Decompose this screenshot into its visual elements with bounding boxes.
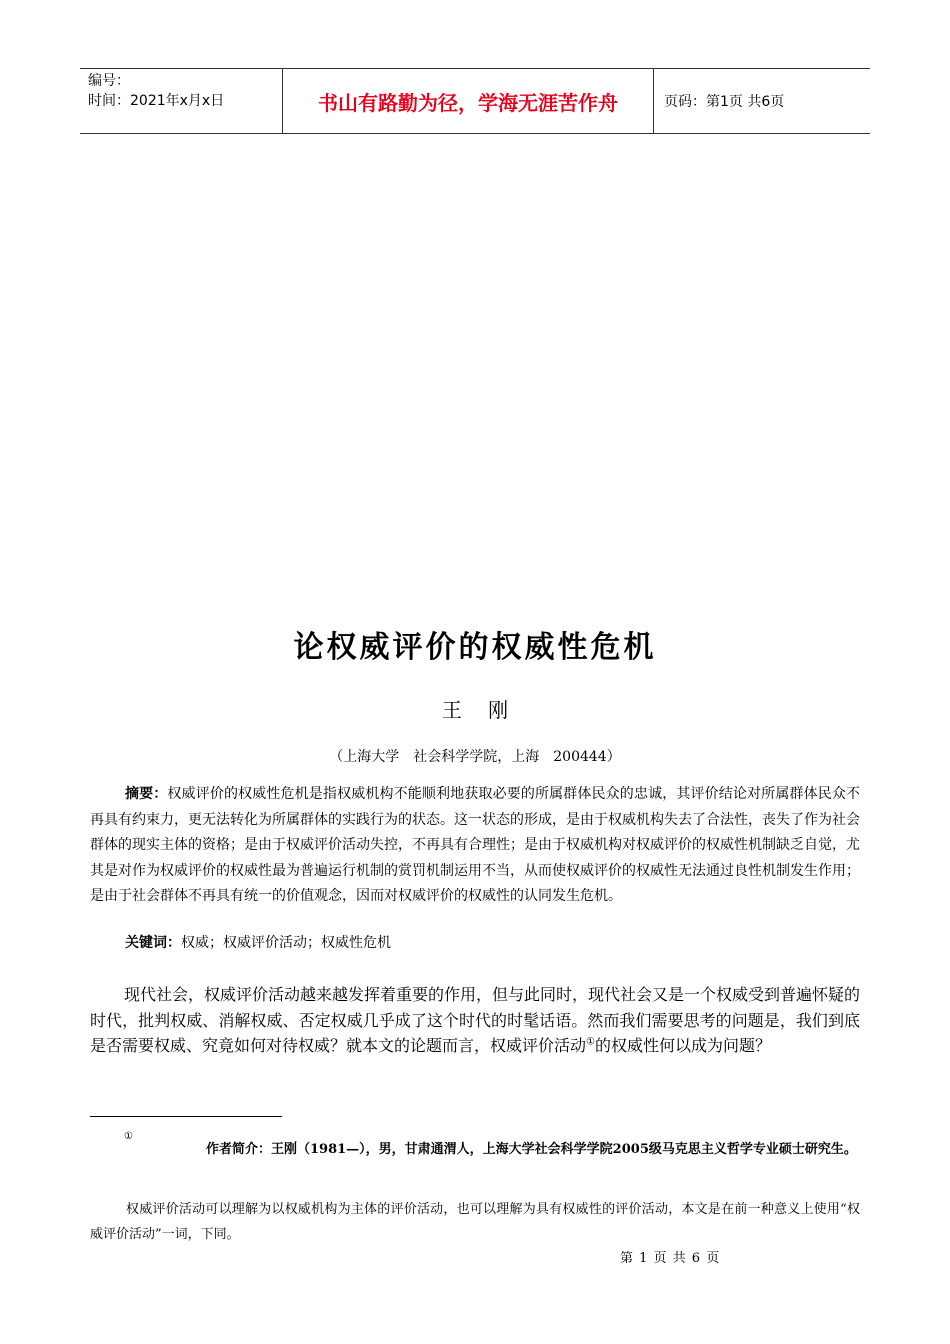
footnote-1-mark: ① [124, 1131, 133, 1142]
article-title: 论权威评价的权威性危机 [293, 630, 657, 665]
body-text-after-ref: 的权威性何以成为问题？ [594, 1036, 771, 1055]
number-label: 编号： [88, 73, 130, 89]
footnote-2-text: 权威评价活动可以理解为以权威机构为主体的评价活动，也可以理解为具有权威性的评价活动，本文是在前一种意义上使用“权威评价活动”一词，下同。 [90, 1202, 860, 1242]
keywords [125, 932, 391, 952]
date-label: 时间：2021年x月x日 [88, 93, 225, 109]
page-code: 页码：第1页 共6页 [664, 94, 785, 110]
page-footer: 第 1 页 共 6 页 [620, 1251, 720, 1266]
abstract-text: 权威评价的权威性危机是指权威机构不能顺利地获取必要的所属群体民众的忠诚，其评价结论对所属群体民众不再具有约束力，更无法转化为所属群体的实践行为的状态。这一状态的形成，是由于权威机构失去了合法性，丧失了作为社会群体的现实主体的资格；是由于权威评价活动失控，不再具有合理性；是由于权威机构对权威评价的权威性机制缺乏自觉，尤其是对作为权威评价的权威性最为普遍运行机制的赏罚机制运用不当，从而使权威评价的权威性无法通过良性机制发生作用；是由于社会群体不再具有统一的价值观念，因而对权威评价的权威性的认同发生危机。 [90, 786, 861, 904]
footnote-reference[interactable]: ① [586, 1036, 595, 1048]
header-motto-cell [282, 69, 654, 133]
abstract-label: 摘要： [125, 786, 168, 802]
footnote-1-text: 作者简介：王刚（1981—），男，甘肃通渭人，上海大学社会科学学院2005级马克思主义哲学专业硕士研究生。 [206, 1142, 857, 1157]
body-text-before-ref: 现代社会，权威评价活动越来越发挥着重要的作用，但与此同时，现代社会又是一个权威受到普遍怀疑的时代，批判权威、消解权威、否定权威几乎成了这个时代的时髦话语。然而我们需要思考的问题是，我们到底是否需要权威、究竟如何对待权威？就本文的论题而言，权威评价活动 [90, 985, 861, 1055]
header-meta-cell [80, 69, 282, 133]
keywords-text: 权威；权威评价活动；权威性危机 [181, 935, 391, 951]
abstract [90, 782, 860, 910]
article-author: 王 刚 [441, 698, 509, 722]
article-affiliation: （上海大学 社会科学学院，上海 200444） [329, 749, 621, 765]
header-page-cell [654, 69, 870, 133]
motto-text: 书山有路勤为径，学海无涯苦作舟 [318, 90, 618, 115]
body-paragraph [90, 982, 860, 1059]
document-header [80, 68, 870, 134]
keywords-label: 关键词： [125, 935, 181, 951]
footnote-divider [90, 1116, 282, 1117]
